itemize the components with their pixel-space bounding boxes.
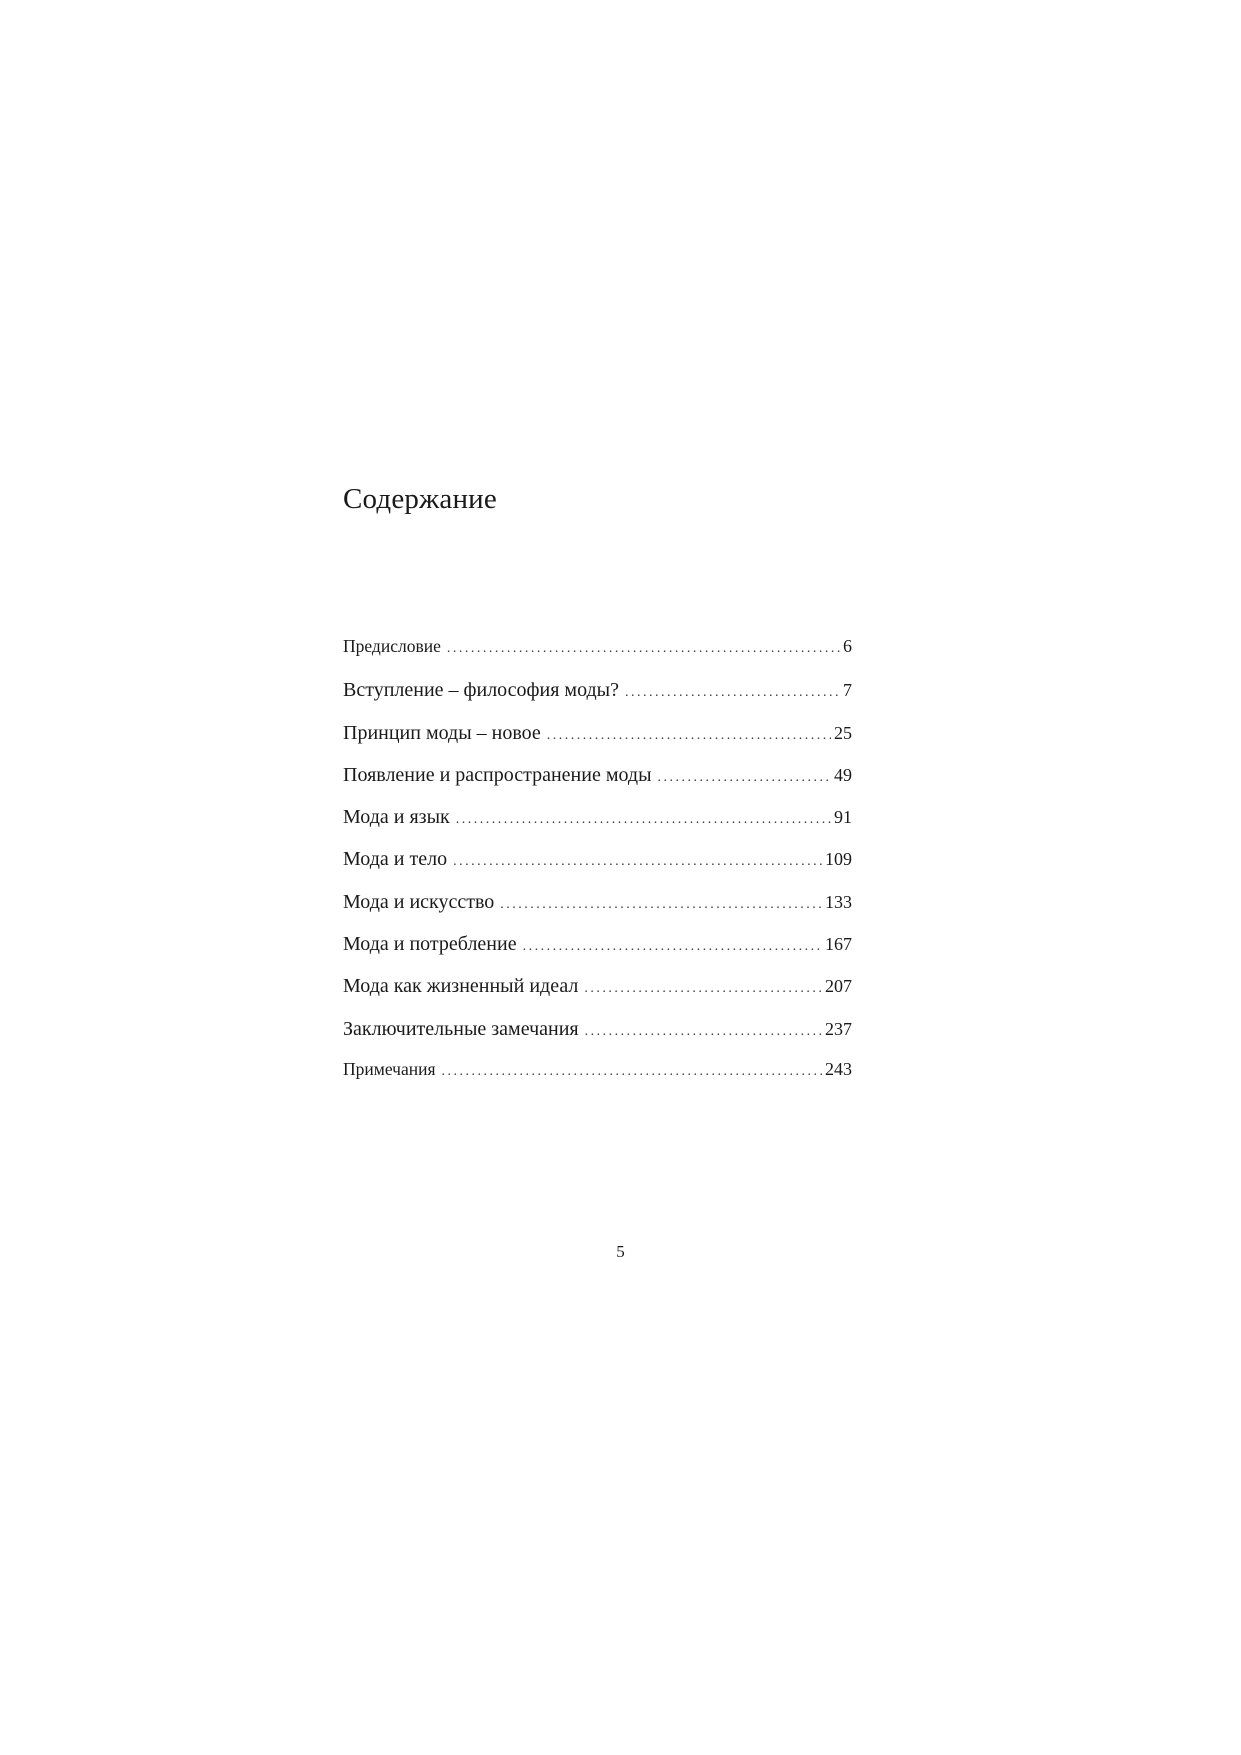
toc-entry-title: Примечания (343, 1058, 436, 1079)
toc-entry-page: 6 (843, 636, 852, 656)
dot-leader (456, 812, 831, 829)
dot-leader (625, 685, 840, 702)
dot-leader (584, 981, 822, 998)
toc-entry (343, 1017, 852, 1059)
toc-entry-title: Мода и потребление (343, 933, 517, 956)
toc-entry (343, 763, 852, 805)
toc-entry-title: Предисловие (343, 636, 441, 656)
dot-leader (523, 939, 822, 956)
toc-entry-title: Мода и язык (343, 806, 450, 829)
toc-entry-page: 7 (843, 680, 852, 701)
toc-entry (343, 1059, 852, 1101)
table-of-contents (343, 636, 852, 1101)
toc-entry (343, 890, 852, 932)
toc-entry-page: 237 (825, 1018, 852, 1039)
toc-entry (343, 974, 852, 1016)
dot-leader (547, 728, 831, 745)
toc-entry-page: 133 (825, 891, 852, 912)
toc-entry-page: 109 (825, 849, 852, 870)
toc-entry (343, 678, 852, 720)
toc-entry-page: 49 (834, 764, 852, 785)
dot-leader (585, 1024, 822, 1041)
toc-entry-page: 25 (834, 722, 852, 743)
toc-entry (343, 847, 852, 889)
toc-entry-title: Принцип моды – новое (343, 721, 541, 744)
toc-entry (343, 721, 852, 763)
toc-entry-page: 91 (834, 807, 852, 828)
toc-entry (343, 932, 852, 974)
toc-entry (343, 805, 852, 847)
page-number: 5 (616, 1242, 625, 1261)
toc-entry-title: Заключительные замечания (343, 1017, 579, 1040)
dot-leader (453, 854, 822, 871)
toc-entry-title: Мода и искусство (343, 890, 495, 913)
dot-leader (658, 770, 831, 787)
contents-heading: Содержание (343, 483, 497, 515)
toc-entry-page: 243 (825, 1058, 852, 1079)
dot-leader (447, 641, 840, 658)
toc-entry-page: 167 (825, 934, 852, 955)
toc-entry-title: Вступление – философия моды? (343, 679, 619, 702)
toc-entry-title: Мода и тело (343, 848, 448, 871)
toc-entry-title: Появление и распространение моды (343, 763, 652, 786)
dot-leader (500, 897, 822, 914)
toc-entry (343, 636, 852, 678)
toc-entry-page: 207 (825, 976, 852, 997)
dot-leader (442, 1064, 822, 1081)
toc-entry-title: Мода как жизненный идеал (343, 975, 579, 998)
